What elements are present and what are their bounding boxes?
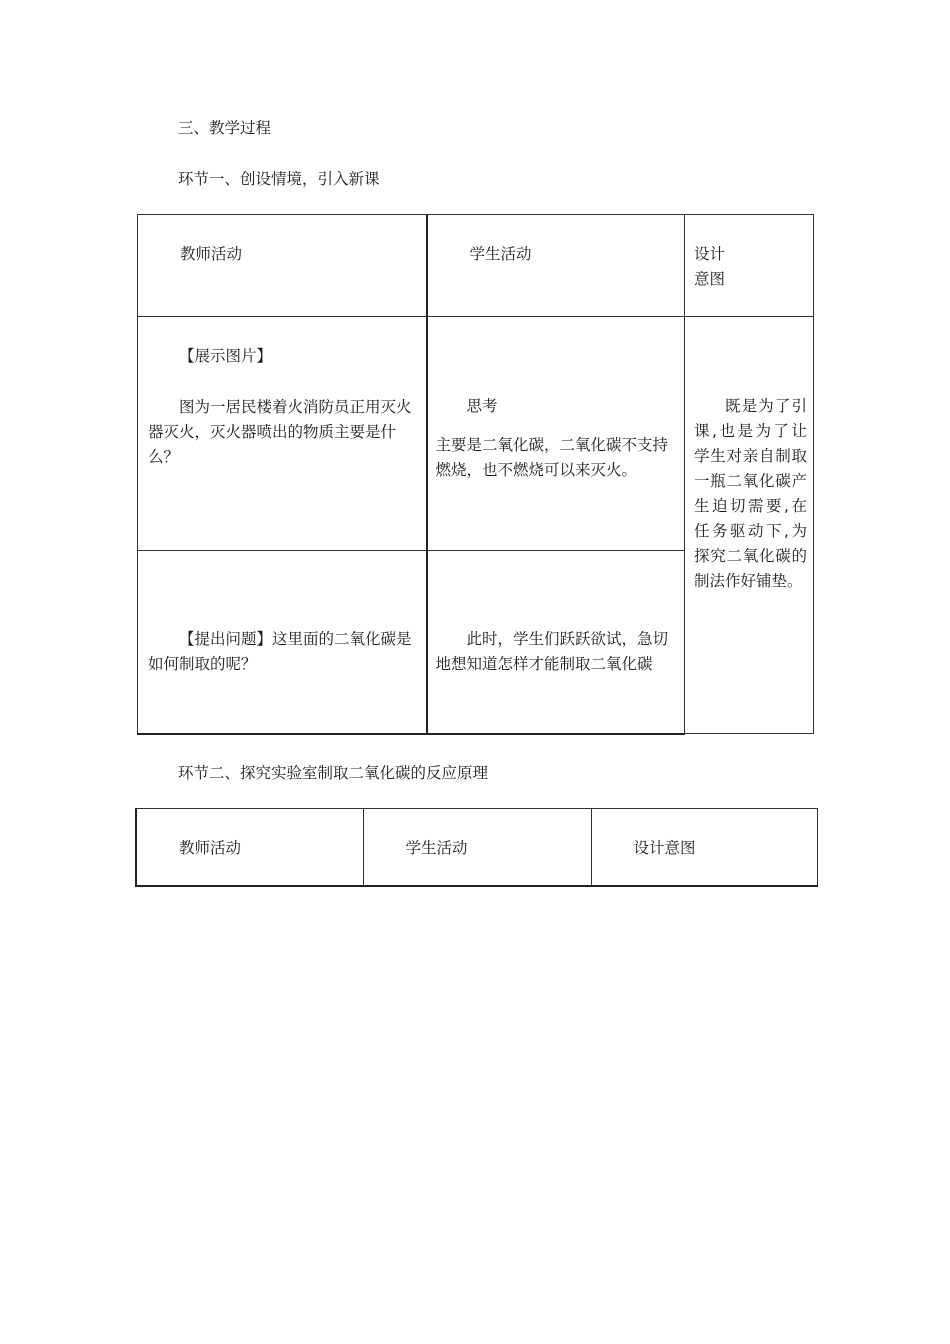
stage2-header-teacher-cell <box>136 809 363 886</box>
row1-student-cell <box>427 317 685 551</box>
stage2-header-student: 学生活动 <box>405 839 468 857</box>
stage2-table <box>135 808 818 887</box>
header-design <box>685 215 813 292</box>
stage2-header-teacher: 教师活动 <box>179 839 242 857</box>
student-think: 思考 <box>466 397 498 415</box>
header-student-cell <box>427 215 685 317</box>
row2-student-text: 此时，学生们跃跃欲试，急切地想知道怎样才能制取二氧化碳 <box>435 630 669 673</box>
section-title: 三、教学过程 <box>178 119 272 137</box>
header-student: 学生活动 <box>469 245 532 263</box>
row2-student-cell <box>427 551 685 734</box>
header-design-line2: 意图 <box>694 270 726 288</box>
row1-teacher-text: 图为一居民楼着火消防员正用灭火器灭火，灭火器喷出的物质主要是什么？ <box>148 398 412 466</box>
header-teacher: 教师活动 <box>180 245 243 263</box>
row2-teacher-text: 【提出问题】这里面的二氧化碳是如何制取的呢？ <box>148 630 412 673</box>
header-teacher-cell <box>138 215 427 317</box>
stage2-header-design: 设计意图 <box>633 839 696 857</box>
stage2-header-student-cell <box>363 809 591 886</box>
header-design-line1: 设计 <box>694 245 726 263</box>
stage1-title: 环节一、创设情境，引入新课 <box>178 170 380 188</box>
header-design-cell <box>685 215 814 317</box>
stage2-header-design-cell <box>591 809 817 886</box>
stage2-title: 环节二、探究实验室制取二氧化碳的反应原理 <box>178 764 489 782</box>
stage1-table <box>137 214 814 735</box>
row1-student-answer: 主要是二氧化碳，二氧化碳不支持燃烧，也不燃烧可以来灭火。 <box>435 436 669 479</box>
stage1-header-row <box>138 215 814 317</box>
design-intent-text: 既是为了引课,也是为了让学生对亲自制取一瓶二氧化碳产生迫切需要,在任务驱动下,为探究二氧化碳的制法作好铺垫。 <box>694 397 807 590</box>
stage1-row1 <box>138 317 814 551</box>
row2-teacher-cell <box>138 551 427 734</box>
row1-teacher-cell <box>138 317 427 551</box>
show-picture-tag: 【展示图片】 <box>179 347 273 365</box>
stage2-header-row <box>136 809 817 886</box>
design-intent-cell <box>685 317 814 734</box>
